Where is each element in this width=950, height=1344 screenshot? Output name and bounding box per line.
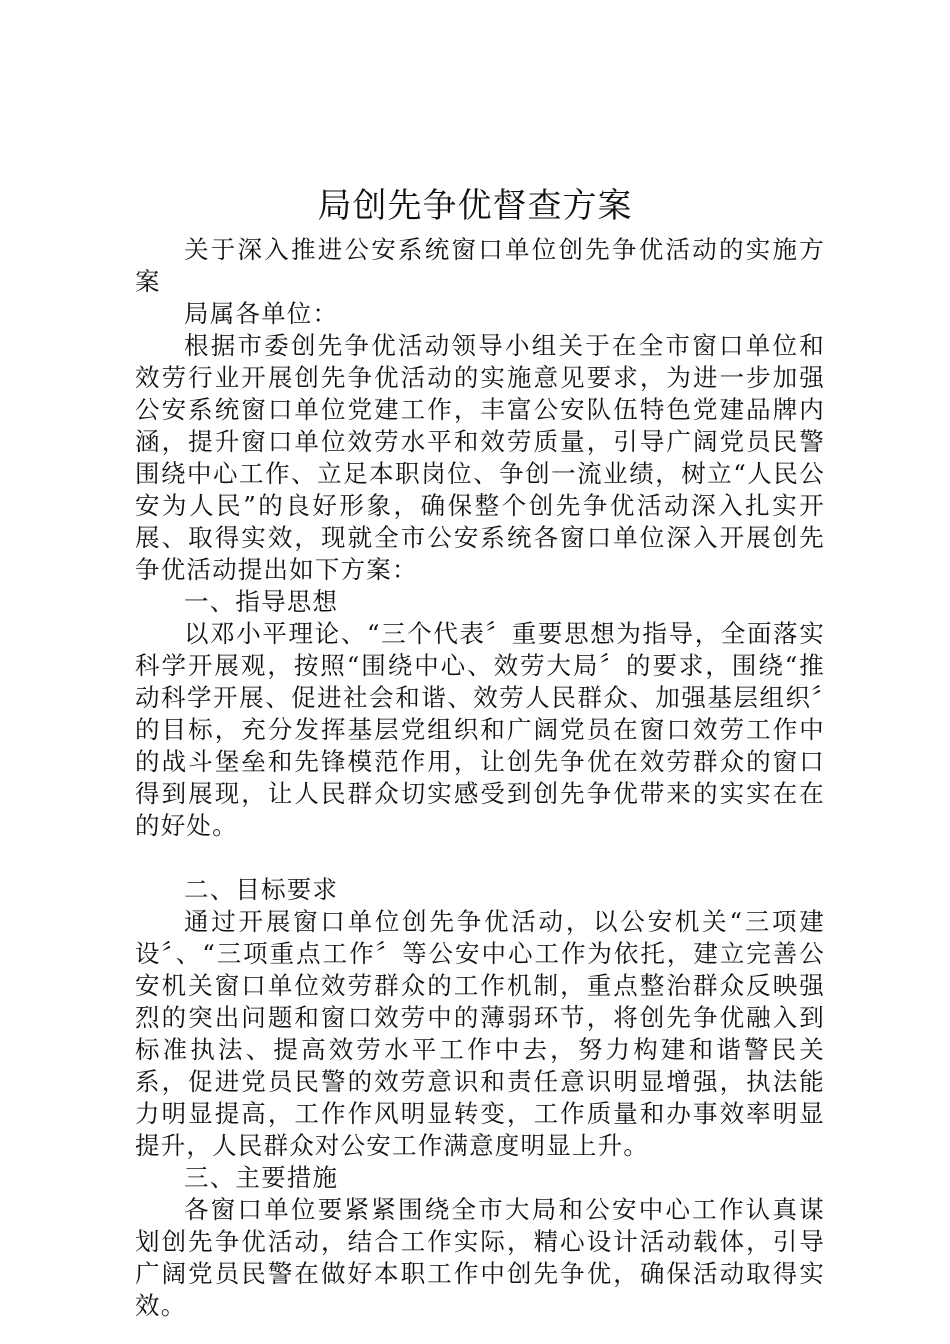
paragraph-subject: 关于深入推进公安系统窗口单位创先争优活动的实施方案	[135, 235, 825, 296]
paragraph-goals: 通过开展窗口单位创先争优活动，以公安机关“三项建设〞、“三项重点工作〞等公安中心工作为依托，建立完善公安机关窗口单位效劳群众的工作机制，重点整治群众反映强烈的突出问题和窗口效劳中的薄弱环节，将创先争优融入到标准执法、提高效劳水平工作中去，努力构建和谐警民关系，促进党员民警的效劳意识和责任意识明显增强，执法能力明显提高，工作作风明显转变，工作质量和办事效率明显提升，人民群众对公安工作满意度明显上升。	[135, 907, 825, 1160]
document-body	[135, 234, 825, 1322]
paragraph-measures: 各窗口单位要紧紧围绕全市大局和公安中心工作认真谋划创先争优活动，结合工作实际，精心设计活动载体，引导广阔党员民警在做好本职工作中创先争优，确保活动取得实效。	[135, 1195, 825, 1320]
section-heading-guiding-thought: 一、指导思想	[184, 587, 339, 616]
paragraph-recipients: 局属各单位：	[184, 299, 339, 328]
paragraph-guiding-thought: 以邓小平理论、“三个代表〞重要思想为指导，全面落实科学开展观，按照“围绕中心、效劳大局〞的要求，围绕“推动科学开展、促进社会和谐、效劳人民群众、加强基层组织〞的目标，充分发挥基层党组织和广阔党员在窗口效劳工作中的战斗堡垒和先锋模范作用，让创先争优在效劳群众的窗口得到展现，让人民群众切实感受到创先争优带来的实实在在的好处。	[135, 619, 825, 840]
paragraph-intro: 根据市委创先争优活动领导小组关于在全市窗口单位和效劳行业开展创先争优活动的实施意见要求，为进一步加强公安系统窗口单位党建工作，丰富公安队伍特色党建品牌内涵，提升窗口单位效劳水平和效劳质量，引导广阔党员民警围绕中心工作、立足本职岗位、争创一流业绩，树立“人民公安为人民”的良好形象，确保整个创先争优活动深入扎实开展、取得实效，现就全市公安系统各窗口单位深入开展创先争优活动提出如下方案：	[135, 331, 825, 584]
document-title: 局创先争优督查方案	[317, 186, 633, 226]
section-heading-goals: 二、目标要求	[184, 875, 339, 904]
section-heading-measures: 三、主要措施	[184, 1163, 339, 1192]
